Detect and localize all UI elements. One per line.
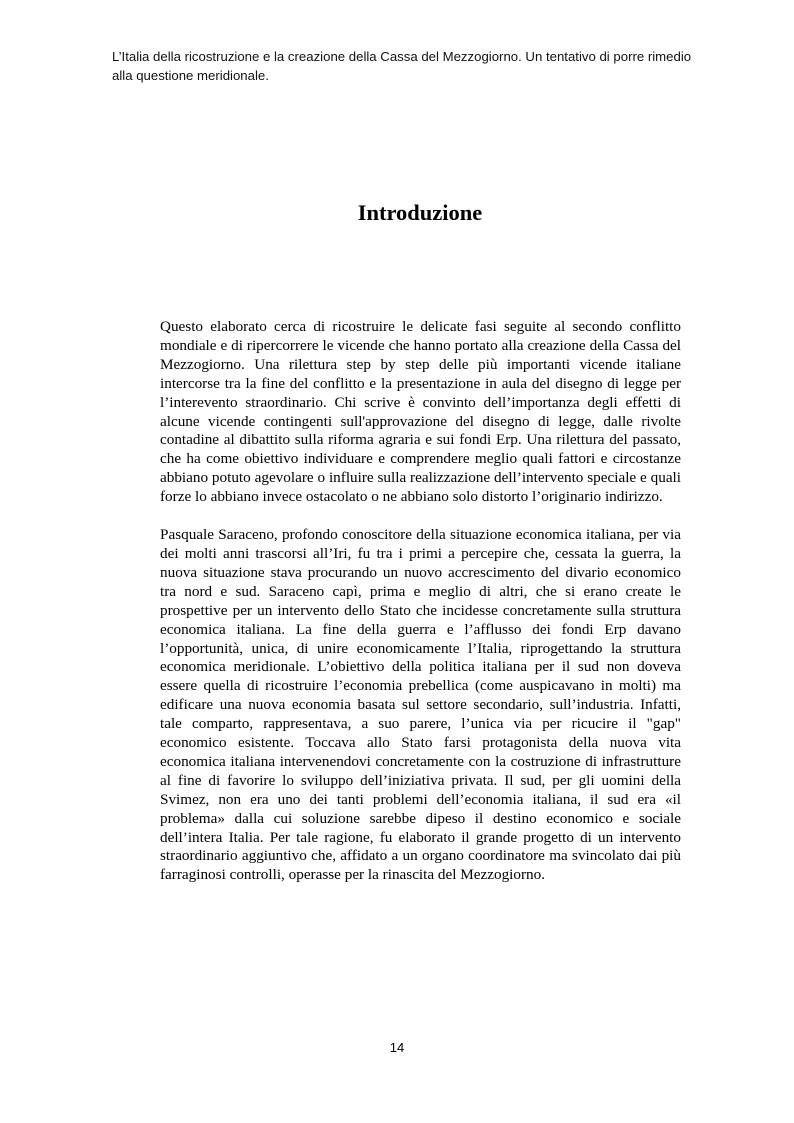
paragraph-1: Questo elaborato cerca di ricostruire le delicate fasi seguite al secondo conflitto mondiale e di ripercorrere le vicende che hanno portato alla creazione della Cassa del Mezzogiorno. Una rilettura step by step delle più importanti vicende italiane intercorse tra la fine del conflitto e la presentazione in aula del disegno di legge per l’interevento straordinario. Chi scrive è convinto dell’importanza degli effetti di alcune vicende contingenti sull'approvazione del disegno di legge, dalle rivolte contadine al dibattito sulla riforma agraria e sui fondi Erp. Una rilettura del passato, che ha come obiettivo individuare e comprendere meglio quali fattori e circostanze abbiano potuto agevolare o influire sulla realizzazione dell’intervento speciale e quali forze lo abbiano invece ostacolato o ne abbiano solo distorto l’originario indirizzo.	[160, 318, 681, 506]
chapter-title: Introduzione	[357, 200, 483, 225]
page-number: 14	[389, 1040, 405, 1055]
running-header: L’Italia della ricostruzione e la creazione della Cassa del Mezzogiorno. Un tentativo di porre rimedio alla questione meridionale.	[112, 49, 692, 83]
paragraph-2: Pasquale Saraceno, profondo conoscitore della situazione economica italiana, per via dei molti anni trascorsi all’Iri, fu tra i primi a percepire che, cessata la guerra, la nuova situazione stava procurando un nuovo accrescimento del divario economico tra nord e sud. Saraceno capì, prima e meglio di altri, che si erano create le prospettive per un intervento dello Stato che incidesse concretamente sulla struttura economica italiana. La fine della guerra e l’afflusso dei fondi Erp davano l’opportunità, unica, di unire economicamente l’Italia, riprogettando la struttura economica meridionale. L’obiettivo della politica italiana per il sud non doveva essere quella di ricostruire l’economia prebellica (come auspicavano in molti) ma edificare una nuova economia basata sul settore secondario, sull’industria. Infatti, tale comparto, rappresentava, a suo parere, l’unica via per ricucire il "gap" economico esistente. Toccava allo Stato farsi protagonista della nuova vita economica italiana intervenendovi concretamente con la costruzione di infrastrutture al fine di favorire lo sviluppo dell’iniziativa privata. Il sud, per gli uomini della Svimez, non era uno dei tanti problemi dell’economia italiana, il sud era «il problema» dalla cui soluzione sarebbe dipeso il destino economico e sociale dell’intera Italia. Per tale ragione, fu elaborato il grande progetto di un intervento straordinario aggiuntivo che, affidato a un organo coordinatore ma svincolato dai più farraginosi controlli, operasse per la rinascita del Mezzogiorno.	[160, 526, 681, 884]
body-text	[160, 318, 681, 904]
